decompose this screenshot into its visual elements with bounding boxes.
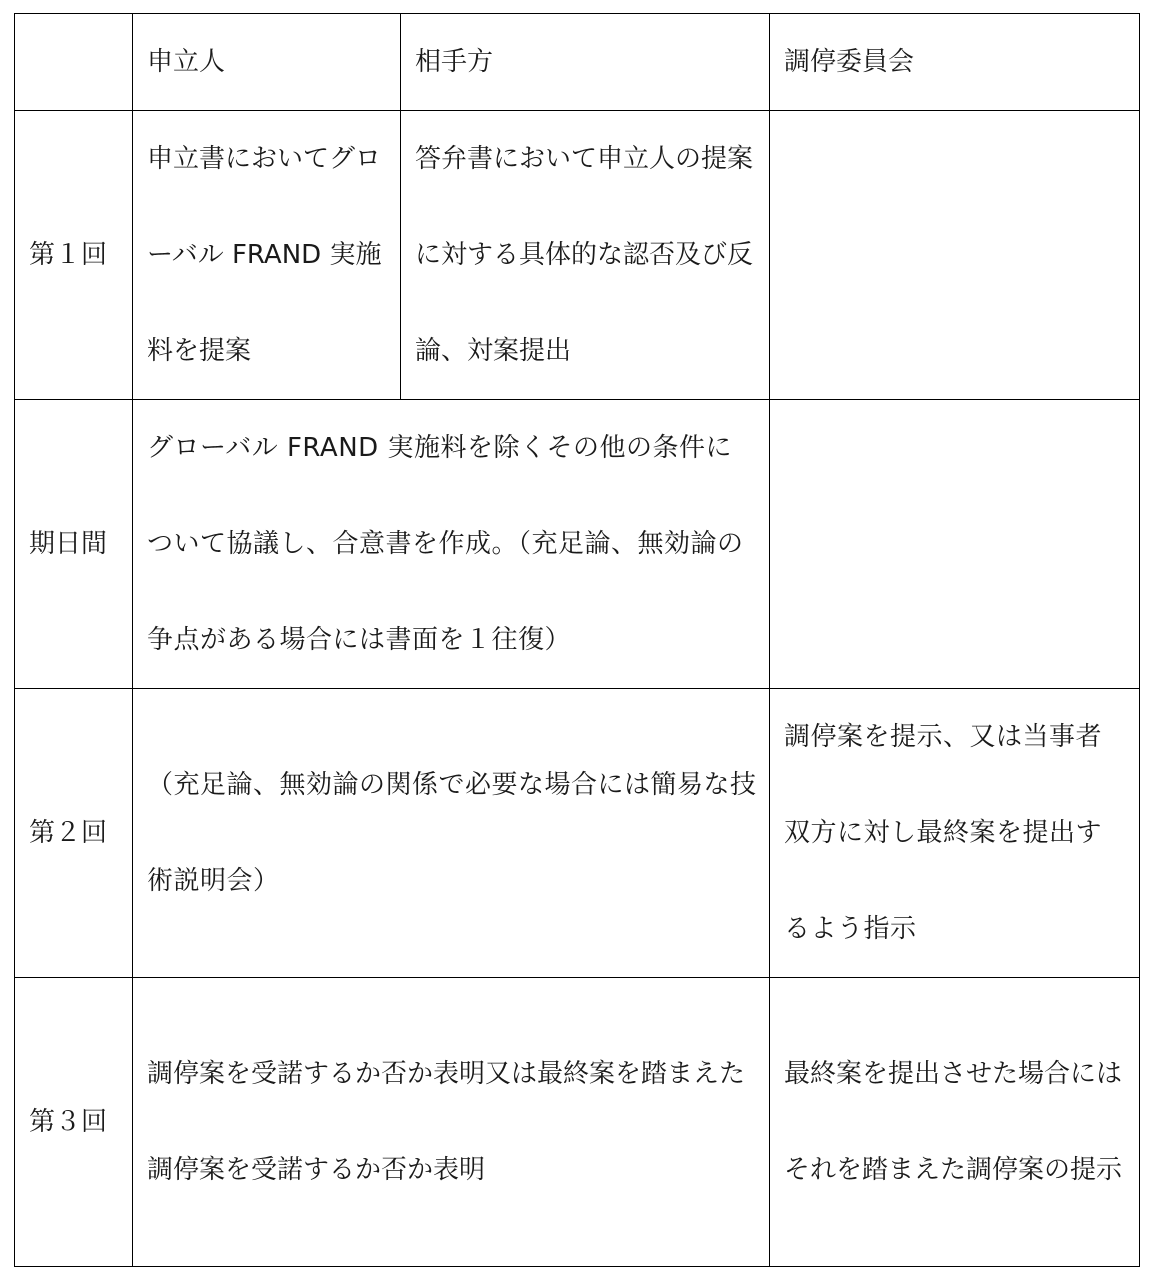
- applicant-cell: 申立書においてグローバル FRAND 実施料を提案: [133, 111, 401, 400]
- committee-cell: 調停案を提示、又は当事者双方に対し最終案を提出するよう指示: [770, 689, 1140, 978]
- table-row: [15, 978, 1140, 1267]
- committee-cell: [770, 400, 1140, 689]
- table-row: [15, 111, 1140, 400]
- row-label: 第３回: [15, 978, 133, 1267]
- committee-cell: [770, 111, 1140, 400]
- row-label: 期日間: [15, 400, 133, 689]
- parties-cell: グローバル FRAND 実施料を除くその他の条件について協議し、合意書を作成。（充足論、無効論の争点がある場合には書面を１往復）: [133, 400, 770, 689]
- header-cell-applicant: 申立人: [133, 14, 401, 111]
- header-cell-committee: 調停委員会: [770, 14, 1140, 111]
- parties-cell: （充足論、無効論の関係で必要な場合には簡易な技術説明会）: [133, 689, 770, 978]
- mediation-schedule-table: [14, 13, 1140, 1267]
- header-cell-respondent: 相手方: [401, 14, 770, 111]
- committee-cell: 最終案を提出させた場合にはそれを踏まえた調停案の提示: [770, 978, 1140, 1267]
- table-row: [15, 689, 1140, 978]
- row-label: 第１回: [15, 111, 133, 400]
- parties-cell: 調停案を受諾するか否か表明又は最終案を踏まえた調停案を受諾するか否か表明: [133, 978, 770, 1267]
- header-cell-blank: [15, 14, 133, 111]
- row-label: 第２回: [15, 689, 133, 978]
- schedule-table-wrapper: [14, 13, 1140, 1267]
- respondent-cell: 答弁書において申立人の提案に対する具体的な認否及び反論、対案提出: [401, 111, 770, 400]
- table-row: [15, 400, 1140, 689]
- table-header-row: [15, 14, 1140, 111]
